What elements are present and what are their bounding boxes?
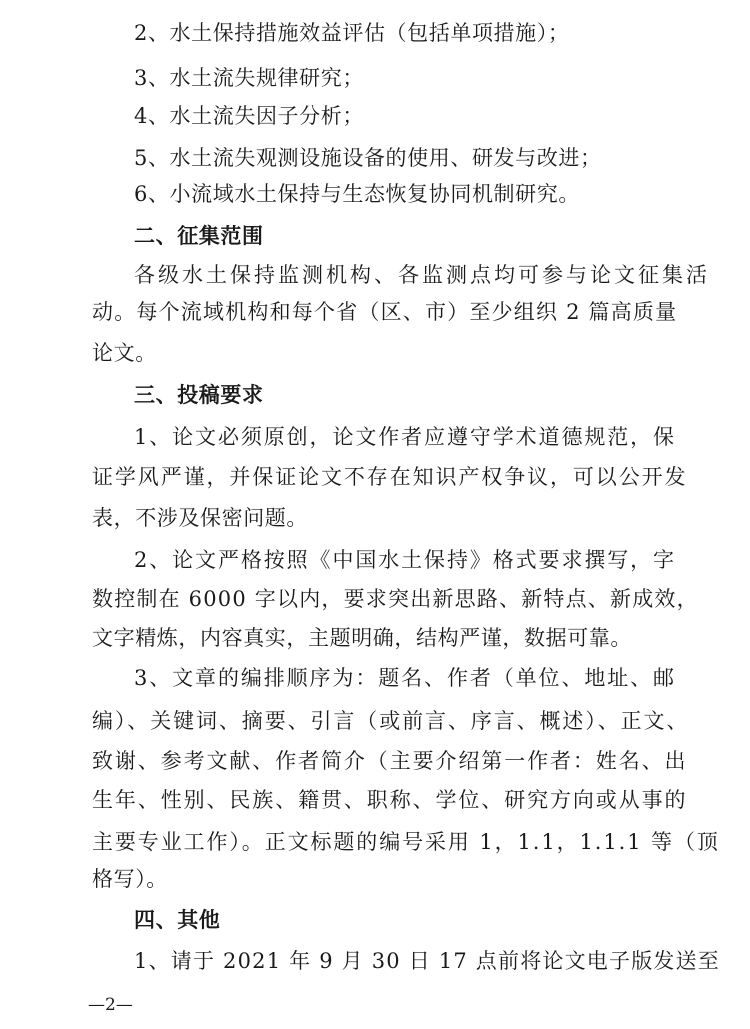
- section-heading-other: 四、其他: [134, 907, 221, 932]
- list-item-4: 4、水土流失因子分析；: [134, 104, 364, 128]
- paragraph-line: 3、文章的编排顺序为：题名、作者（单位、地址、邮: [134, 666, 676, 690]
- paragraph-line: 生年、性别、民族、籍贯、职称、学位、研究方向或从事的: [92, 788, 688, 812]
- section-heading-scope: 二、征集范围: [134, 223, 264, 248]
- paragraph-line: 论文。: [92, 341, 157, 365]
- page-number: —2—: [88, 995, 133, 1015]
- list-item-6: 6、小流域水土保持与生态恢复协同机制研究。: [134, 182, 580, 206]
- paragraph-line: 表，不涉及保密问题。: [92, 506, 308, 530]
- paragraph-line: 致谢、参考文献、作者简介（主要介绍第一作者：姓名、出: [92, 749, 688, 773]
- section-heading-requirements: 三、投稿要求: [134, 382, 264, 407]
- paragraph-line: 1、论文必须原创，论文作者应遵守学术道德规范，保: [134, 425, 676, 449]
- paragraph-line: 1、请于 2021 年 9 月 30 日 17 点前将论文电子版发送至: [134, 949, 721, 973]
- paragraph-line: 各级水土保持监测机构、各监测点均可参与论文征集活: [134, 263, 710, 287]
- paragraph-line: 文字精炼，内容真实，主题明确，结构严谨，数据可靠。: [92, 626, 632, 650]
- paragraph-line: 证学风严谨，并保证论文不存在知识产权争议，可以公开发: [92, 465, 688, 489]
- paragraph-line: 动。每个流域机构和每个省（区、市）至少组织 2 篇高质量: [92, 300, 678, 324]
- list-item-2: 2、水土保持措施效益评估（包括单项措施）；: [134, 21, 570, 45]
- list-item-3: 3、水土流失规律研究；: [134, 66, 364, 90]
- paragraph-line: 数控制在 6000 字以内，要求突出新思路、新特点、新成效，: [92, 587, 699, 611]
- paragraph-line: 编）、关键词、摘要、引言（或前言、序言、概述）、正文、: [92, 709, 690, 733]
- paragraph-line: 格写）。: [92, 867, 168, 891]
- paragraph-line: 主要专业工作）。正文标题的编号采用 1，1.1，1.1.1 等（顶: [92, 830, 720, 854]
- list-item-5: 5、水土流失观测设施设备的使用、研发与改进；: [134, 146, 602, 170]
- paragraph-line: 2、论文严格按照《中国水土保持》格式要求撰写，字: [134, 548, 676, 572]
